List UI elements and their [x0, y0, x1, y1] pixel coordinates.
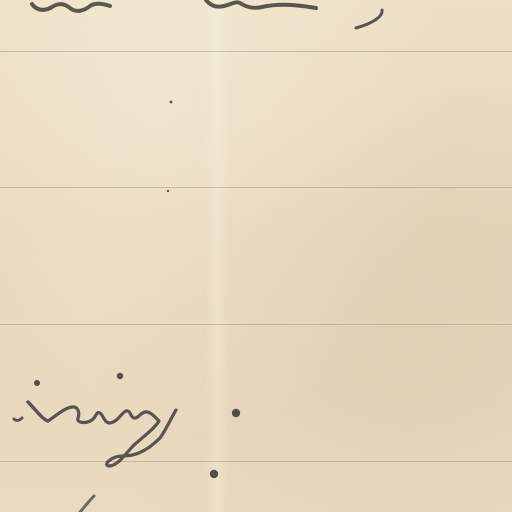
ink-comma-top	[356, 10, 382, 28]
ink-stroke-top-left	[32, 4, 110, 11]
ink-specks	[167, 190, 169, 192]
ink-dot-i	[34, 380, 40, 386]
ink-letters-cing	[48, 407, 176, 466]
ink-stroke-top-mid	[206, 0, 316, 8]
ink-letter-t	[14, 418, 22, 420]
ink-colon-dot	[232, 409, 240, 417]
ink-specks	[170, 101, 173, 104]
ink-letter-i-1	[28, 402, 48, 421]
ink-dot	[117, 373, 123, 379]
ink-stroke-bottom	[80, 496, 94, 512]
ink-colon-dot	[210, 470, 218, 478]
